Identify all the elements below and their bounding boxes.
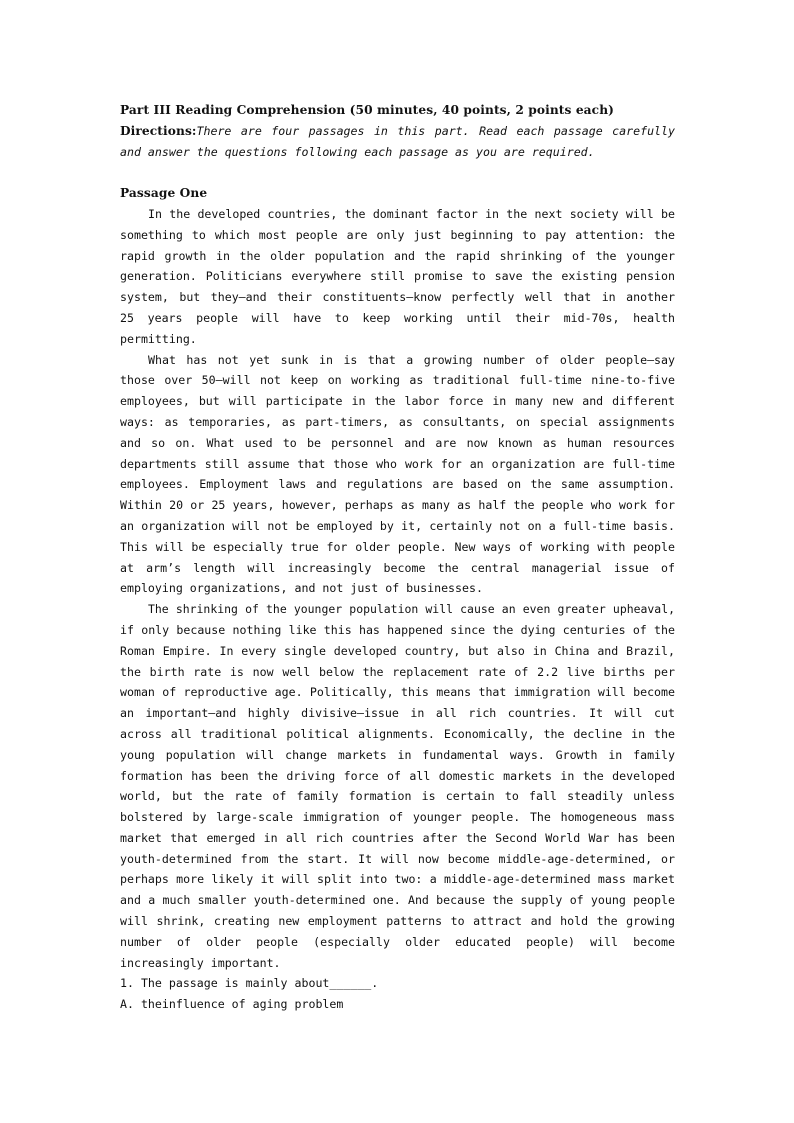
paragraph-line: those over 50—will not keep on working as traditional full-time nine-to-five	[120, 373, 675, 388]
paragraph-line: market that emerged in all rich countries after the Second World War has been	[120, 830, 675, 845]
paragraph-line: young population will change markets in fundamental ways. Growth in family	[120, 747, 675, 762]
paragraph-line: world, but the rate of family formation is certain to fall steadily unless	[120, 789, 675, 804]
section-title: Part III Reading Comprehension (50 minutes, 40 points, 2 points each)	[120, 103, 615, 117]
directions-text: There are four passages in this part. Read each passage carefully	[196, 123, 675, 138]
answer-option-a[interactable]: A. theinfluence of aging problem	[120, 997, 344, 1012]
blank-line	[120, 162, 675, 183]
paragraph-line: departments still assume that those who work for an organization are full-time	[120, 456, 675, 471]
paragraph-line: In the developed countries, the dominant factor in the next society will be	[148, 206, 675, 221]
paragraph-line: an organization will not be employed by it, certainly not on a full-time basis.	[120, 518, 675, 533]
paragraph-line: ways: as temporaries, as part-timers, as consultants, on special assignments	[120, 414, 675, 429]
paragraph	[120, 350, 675, 600]
paragraph-line: youth-determined from the start. It will now become middle-age-determined, or	[120, 851, 675, 866]
directions-line-2: and answer the questions following each passage as you are required.	[120, 144, 595, 159]
question-stem: 1. The passage is mainly about______.	[120, 976, 379, 991]
paragraph-line: an important—and highly divisive—issue in all rich countries. It will cut	[120, 706, 675, 721]
paragraph-line: employees, but will participate in the labor force in many new and different	[120, 394, 675, 409]
document-page	[120, 100, 675, 1015]
paragraph-line: What has not yet sunk in is that a growing number of older people—say	[148, 352, 675, 367]
paragraph-line: employees. Employment laws and regulations are based on the same assumption.	[120, 477, 675, 492]
directions-line-1	[120, 121, 675, 142]
paragraph-line: 25 years people will have to keep working until their mid-70s, health	[120, 310, 675, 325]
passage-title: Passage One	[120, 186, 208, 201]
paragraph-line: the birth rate is now well below the replacement rate of 2.2 live births per	[120, 664, 675, 679]
paragraph	[120, 599, 675, 973]
paragraph-line: system, but they—and their constituents—know perfectly well that in another	[120, 290, 675, 305]
paragraph-line: permitting.	[120, 331, 197, 346]
paragraph-line: Roman Empire. In every single developed country, but also in China and Brazil,	[120, 643, 675, 658]
paragraph-line: employing organizations, and not just of businesses.	[120, 581, 483, 596]
paragraph-line: at arm’s length will increasingly become the central managerial issue of	[120, 560, 675, 575]
paragraph-line: if only because nothing like this has happened since the dying centuries of the	[120, 622, 675, 637]
directions-label: Directions:	[120, 123, 197, 138]
paragraph-line: across all traditional political alignments. Economically, the decline in the	[120, 726, 675, 741]
paragraph-line: and a much smaller youth-determined one. And because the supply of young people	[120, 893, 675, 908]
paragraph-line: This will be especially true for older people. New ways of working with people	[120, 539, 675, 554]
paragraph-line: increasingly important.	[120, 955, 281, 970]
paragraph-line: generation. Politicians everywhere still promise to save the existing pension	[120, 269, 675, 284]
paragraph-line: woman of reproductive age. Politically, this means that immigration will become	[120, 685, 675, 700]
paragraph-line: perhaps more likely it will split into two: a middle-age-determined mass market	[120, 872, 675, 887]
passage-body	[120, 204, 675, 973]
paragraph-line: The shrinking of the younger population will cause an even greater upheaval,	[148, 602, 675, 617]
paragraph-line: formation has been the driving force of all domestic markets in the developed	[120, 768, 675, 783]
paragraph-line: Within 20 or 25 years, however, perhaps as many as half the people who work for	[120, 498, 675, 513]
paragraph-line: number of older people (especially older educated people) will become	[120, 934, 675, 949]
paragraph-line: and so on. What used to be personnel and are now known as human resources	[120, 435, 675, 450]
paragraph-line: something to which most people are only just beginning to pay attention: the	[120, 227, 675, 242]
paragraph-line: rapid growth in the older population and the rapid shrinking of the younger	[120, 248, 675, 263]
paragraph-line: bolstered by large-scale immigration of younger people. The homogeneous mass	[120, 810, 675, 825]
paragraph-line: will shrink, creating new employment patterns to attract and hold the growing	[120, 914, 675, 929]
paragraph	[120, 204, 675, 350]
